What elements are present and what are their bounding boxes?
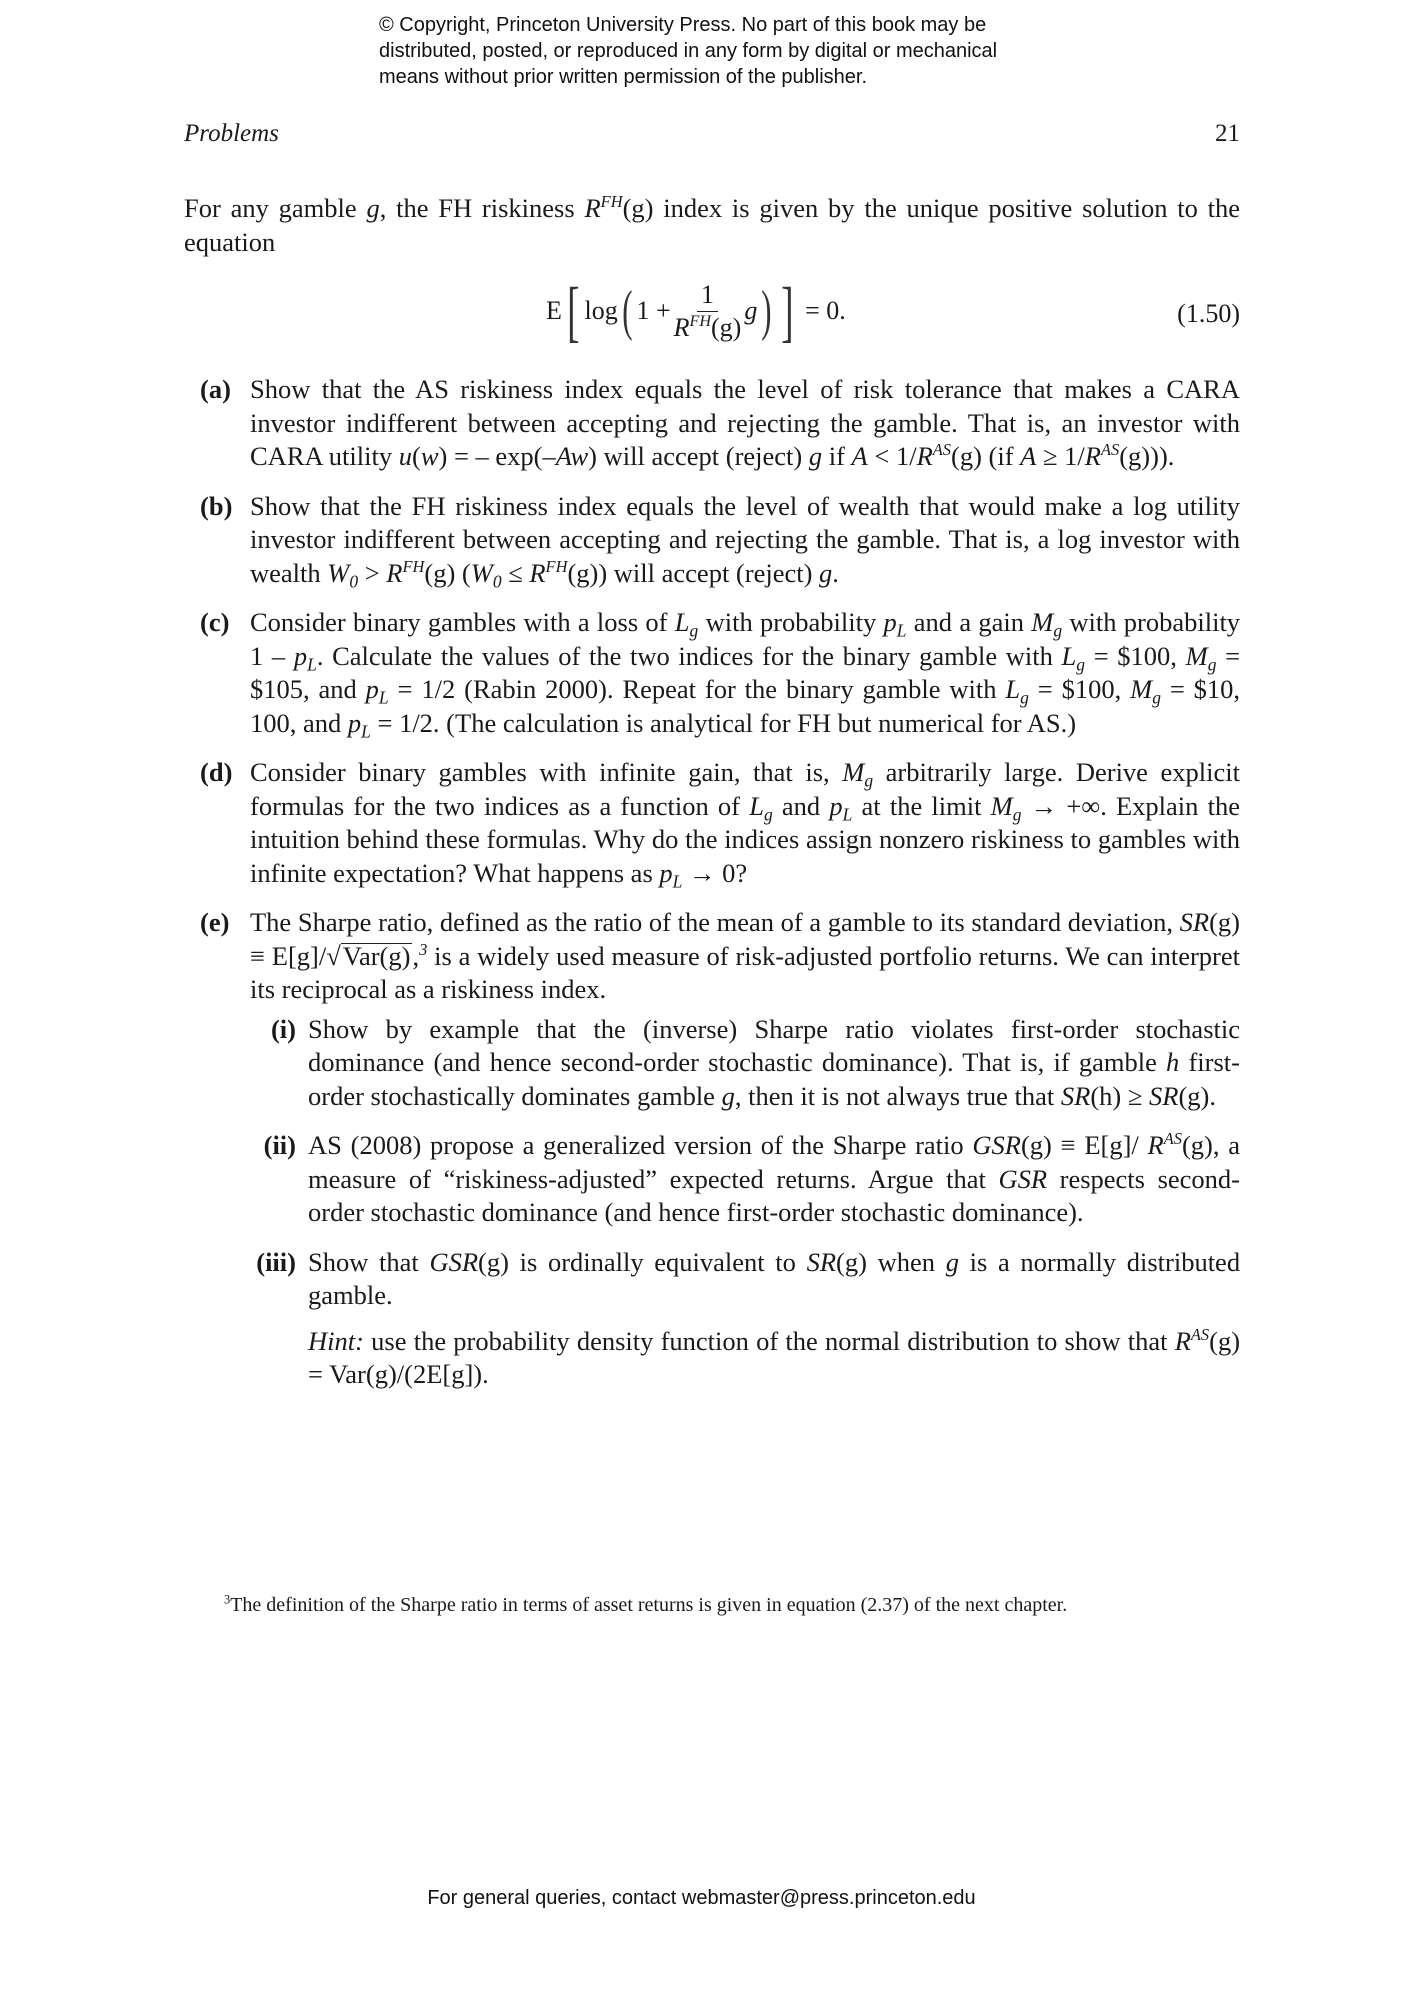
equation-body: E [ log ( 1 + $\frac{1}{R^{FH}(g)}$ g ) ] = 0. [546,273,846,349]
subitem-label: (i) [270,1013,296,1044]
subitem-label: (iii) [256,1246,296,1277]
footnote [224,1592,1240,1618]
running-head-title: Problems [184,120,279,147]
main-text [184,192,1240,1408]
item-label: (e) [200,907,230,937]
equation-1-50 [184,269,1240,365]
footnote-ref: 3 [419,939,428,959]
sqrt-symbol: √ [326,940,341,971]
subitem-label: (ii) [263,1130,296,1160]
footnote-text: The definition of the Sharpe ratio in terms of asset returns is given in equation (2.37) of the next chapter. [230,1594,1068,1616]
item-label: (d) [200,757,233,787]
running-head [184,120,1240,152]
copyright-line: means without prior written permission of the publisher. [379,66,868,88]
equation-fraction: $\frac{1}{R^{FH}(g)}$ [673,279,742,342]
problem-item-b: (b) Show that the FH riskiness index equals the level of wealth that would make a log utility investor indifferent between accepting and rejecting the gamble. That is, a log investor with wealth $W_0 > R^{FH}(g) (W_0 \le R^{FH}(g))$ will accept (reject) g. [200,490,1240,592]
problem-item-c: (c) Consider binary gambles with a loss of $L_g$ with probability $p_L$ and a gain $M_g$ with probability $1 - p_L$. Calculate the values of the two indices for the binary gamble with $L_g$ = $100, $M_g$ = $105, and $p_L = 1/2$ (Rabin 2000). Repeat for the binary gamble with $L_g$ = $100, $M_g$ = $10, 100, and $p_L = 1/2$. (The calculation is analytical for FH but numerical for AS.) [200,607,1241,742]
item-label: (c) [200,607,230,637]
copyright-line: distributed, posted, or reproduced in any form by digital or mechanical [379,40,998,62]
item-label: (a) [200,374,231,404]
item-label: (b) [200,490,233,521]
footnote-mark: 3 [224,1592,231,1607]
copyright-notice [379,12,1099,90]
subitem-i: (i) Show by example that the (inverse) Sharpe ratio violates first-order stochastic dominance (and hence second-order stochastic dominance). That is, if gamble h first-order stochastically dominates gamble g, then it is not always true that SR(h) ≥ SR(g). [250,1013,1240,1114]
subitem-iii: (iii) Show that GSR(g) is ordinally equivalent to SR(g) when g is a normally distributed gamble. Hint: use the probability density function of the normal distribution to show that $R^{AS}(g) = Var(g)/(2E[g])$. [250,1246,1240,1392]
contact-notice: For general queries, contact webmaster@press.princeton.edu [427,1887,976,1909]
hint-paragraph: Hint: use the probability density function of the normal distribution to show that $R^{AS}(g) = Var(g)/(2E[g])$. [308,1324,1241,1389]
problem-item-a: (a) Show that the AS riskiness index equals the level of risk tolerance that makes a CARA investor indifferent between accepting and rejecting the gamble. That is, an investor with CARA utility u(w) = – exp(–Aw) will accept (reject) g if $A < 1/R^{AS}(g)$ (if $A \ge 1/R^{AS}(g)$)). [200,374,1240,471]
problem-item-d: (d) Consider binary gambles with infinite gain, that is, $M_g$ arbitrarily large. Derive explicit formulas for the two indices as a function of $L_g$ and $p_L$ at the limit $M_g$ → +∞. Explain the intuition behind these formulas. Why do the indices assign nonzero riskiness to gambles with infinite expectation? What happens as $p_L \to 0$? [200,757,1240,892]
subitem-ii: (ii) AS (2008) propose a generalized version of the Sharpe ratio GSR(g) ≡ E[g]/ $R^{AS}(g)$, a measure of “riskiness-adjusted” expected returns. Argue that GSR respects second-order stochastic dominance (and hence first-order stochastic dominance). [250,1129,1240,1230]
problem-item-e: (e) The Sharpe ratio, defined as the ratio of the mean of a gamble to its standard deviation, SR(g) ≡ E[g]/√Var(g),$^3$ is a widely used measure of risk-adjusted portfolio returns. We can interpret its reciprocal as a riskiness index. (i) Show by example that the (inverse) Sharpe ratio violates first-order stochastic dominance (and hence second-order stochastic dominance). That is, if gamble h first-order stochastically dominates gamble g, then it is not always true that SR(h) ≥ SR(g). (ii) AS (2008) propose a generalized version of the Sharpe ratio GSR(g) ≡ E[g]/ $R^{AS}(g)$, a measure of “riskiness-adjusted” expected returns. Argue that GSR respects second-order stochastic dominance (and hence first-order stochastic dominance). (iii) Show that GSR(g) is ordinally equivalent to SR(g) when g is a normally distributed gamble. Hint: use the probability density function of the normal distribution to show that $R^{AS}(g) = Var(g)/(2E[g])$. [184,906,1240,1392]
page-number: 21 [1215,120,1240,147]
equation-number: (1.50) [1177,299,1240,328]
intro-paragraph: For any gamble g, the FH riskiness $R^{FH}(g)$ index is given by the unique positive solution to the equation [184,191,1241,257]
copyright-line: © Copyright, Princeton University Press. No part of this book may be [379,14,987,36]
